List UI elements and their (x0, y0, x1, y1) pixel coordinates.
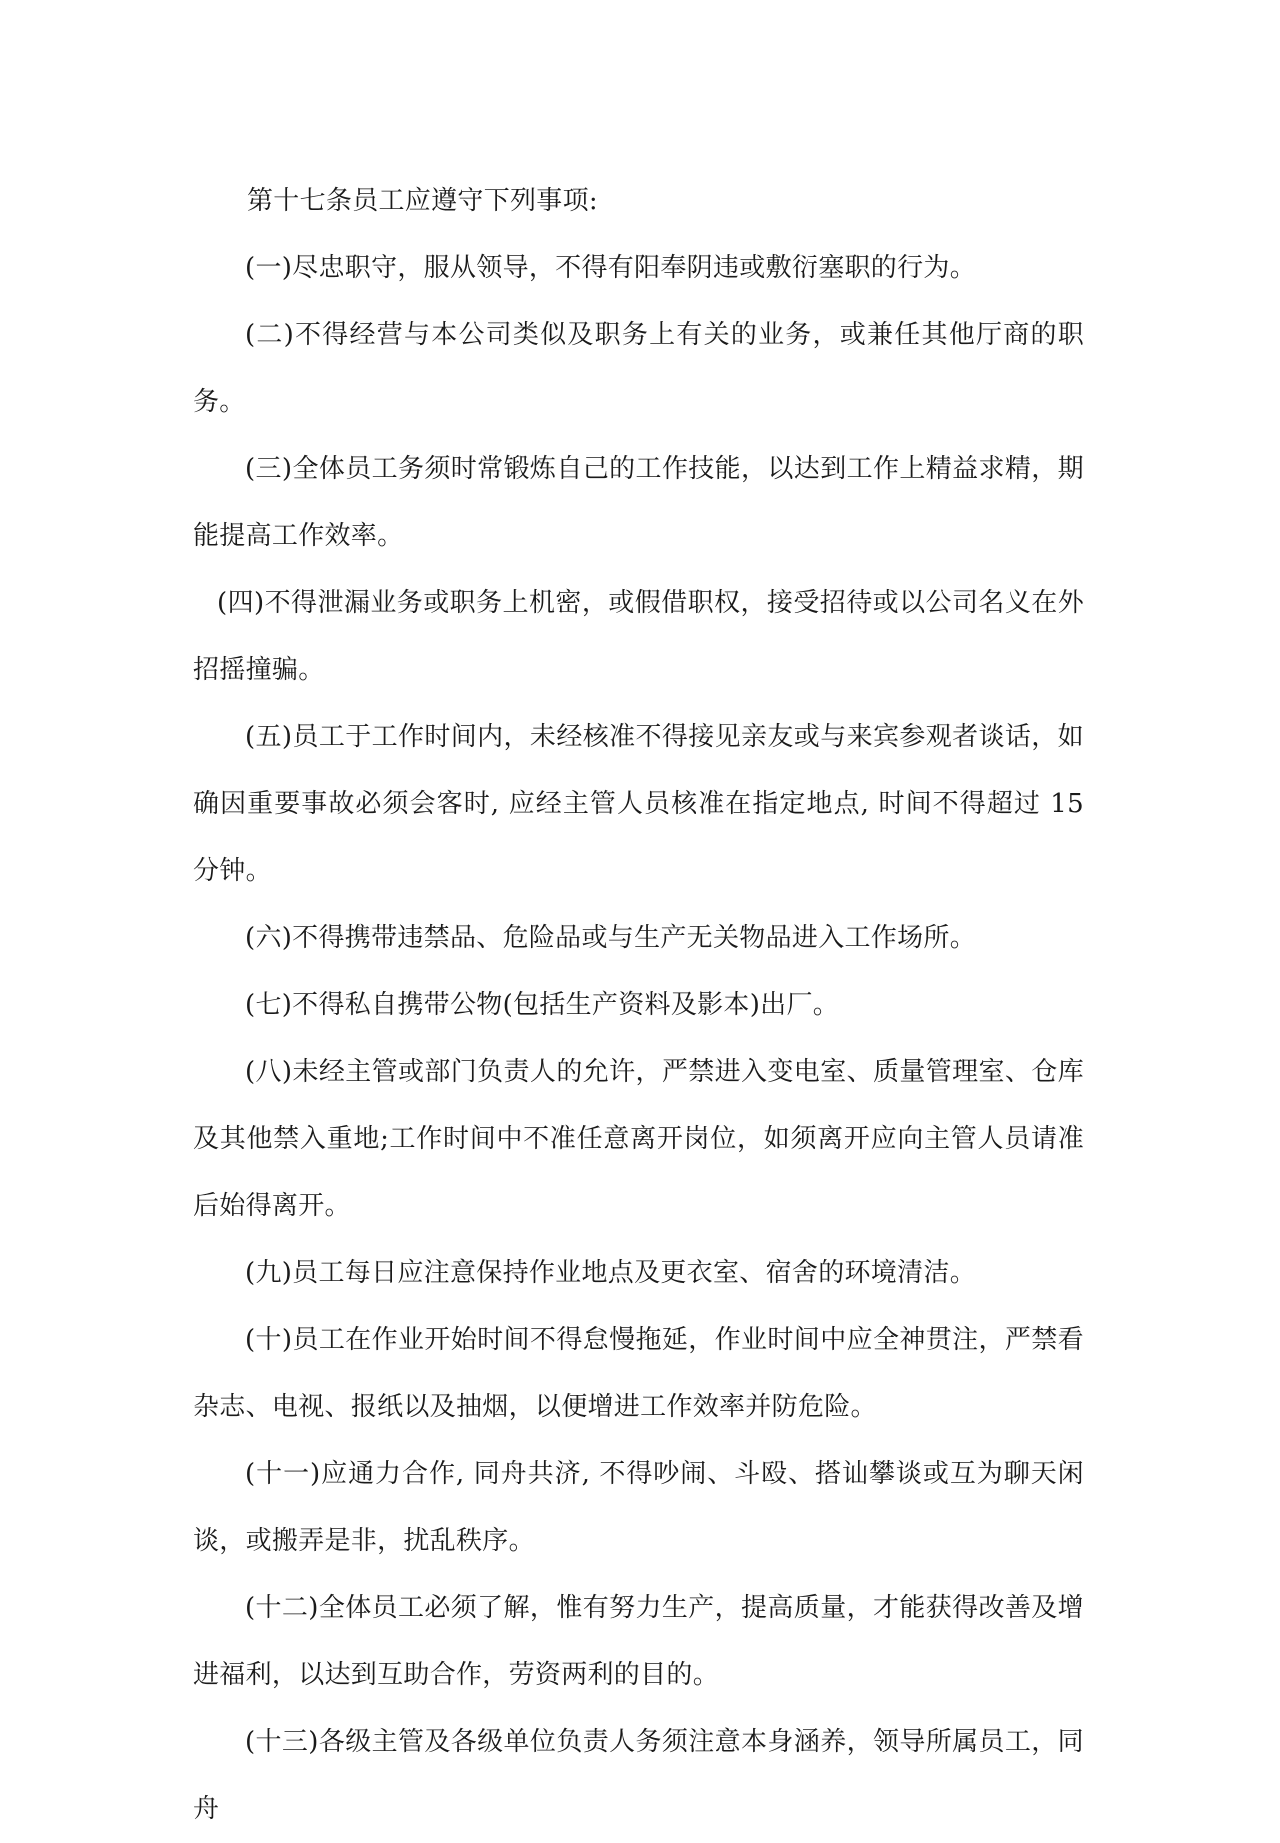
rule-item-13: (十三)各级主管及各级单位负责人务须注意本身涵养，领导所属员工，同舟 (193, 1727, 1084, 1824)
rule-item-2: (二)不得经营与本公司类似及职务上有关的业务，或兼任其他厅商的职务。 (193, 320, 1084, 417)
rule-item-11: (十一)应通力合作, 同舟共济, 不得吵闹、斗殴、搭讪攀谈或互为聊天闲谈，或搬弄是非，扰乱秩序。 (193, 1459, 1084, 1556)
rule-item-3: (三)全体员工务须时常锻炼自己的工作技能，以达到工作上精益求精，期能提高工作效率。 (193, 454, 1084, 551)
rule-item-1: (一)尽忠职守，服从领导，不得有阳奉阴违或敷衍塞职的行为。 (245, 253, 976, 283)
rule-item-5: (五)员工于工作时间内，未经核准不得接见亲友或与来宾参观者谈话，如确因重要事故必须会客时, 应经主管人员核准在指定地点, 时间不得超过 15 分钟。 (193, 722, 1084, 886)
rule-item-7: (七)不得私自携带公物(包括生产资料及影本)出厂。 (245, 990, 840, 1020)
rule-item-9: (九)员工每日应注意保持作业地点及更衣室、宿舍的环境清洁。 (245, 1258, 976, 1288)
rule-item-6: (六)不得携带违禁品、危险品或与生产无关物品进入工作场所。 (245, 923, 976, 953)
rule-item-12: (十二)全体员工必须了解，惟有努力生产，提高质量，才能获得改善及增进福利，以达到互助合作，劳资两利的目的。 (193, 1593, 1084, 1690)
document-body (193, 168, 1084, 1843)
article-heading: 第十七条员工应遵守下列事项: (247, 186, 598, 216)
rule-item-8: (八)未经主管或部门负责人的允许，严禁进入变电室、质量管理室、仓库及其他禁入重地;工作时间中不准任意离开岗位，如须离开应向主管人员请准后始得离开。 (193, 1057, 1084, 1221)
rule-item-10: (十)员工在作业开始时间不得怠慢拖延，作业时间中应全神贯注，严禁看杂志、电视、报纸以及抽烟，以便增进工作效率并防危险。 (193, 1325, 1084, 1422)
rule-item-4: (四)不得泄漏业务或职务上机密，或假借职权，接受招待或以公司名义在外招摇撞骗。 (193, 588, 1084, 685)
